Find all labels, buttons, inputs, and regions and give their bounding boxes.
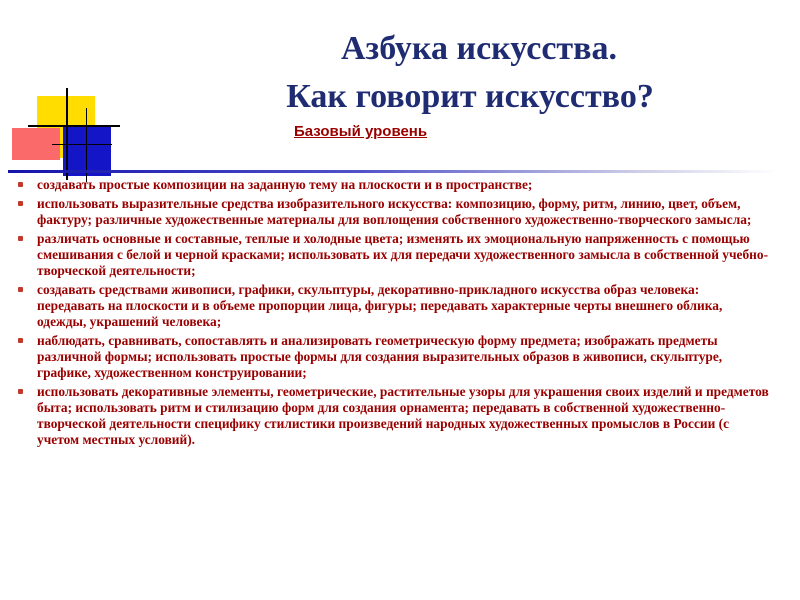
list-item-text: создавать простые композиции на заданную тему на плоскости и в пространстве; [37, 177, 533, 192]
bullet-icon [18, 182, 23, 187]
list-item [18, 231, 770, 279]
horizontal-divider [8, 170, 778, 173]
bullet-icon [18, 236, 23, 241]
list-item-text: создавать средствами живописи, графики, скульптуры, декоративно-прикладного искусства образ человека: передавать на плоскости и в объеме пропорции лица, фигуры; передавать характерные черты внешнего облика, одежды, украшений человека; [37, 282, 723, 329]
list-item-text: использовать выразительные средства изобразительного искусства: композицию, форму, ритм, линию, цвет, объем, фактуру; различные художественные материалы для воплощения собственного художественно-творческого замысла; [37, 196, 752, 227]
list-item [18, 282, 770, 330]
slide-title [200, 25, 740, 121]
list-item [18, 177, 770, 193]
list-item [18, 384, 770, 448]
list-item-text: различать основные и составные, теплые и холодные цвета; изменять их эмоциональную напряженность с помощью смешивания с белой и черной красками; использовать их для передачи художественного замысла в собственной учебно-творческой деятельности; [37, 231, 769, 278]
bullet-icon [18, 201, 23, 206]
bullet-list [18, 177, 770, 451]
bullet-icon [18, 287, 23, 292]
list-item-text: наблюдать, сравнивать, сопоставлять и анализировать геометрическую форму предмета; изображать предметы различной формы; использовать простые формы для создания выразительных образов в живописи, скульптуре, графике, художественном конструировании; [37, 333, 723, 380]
title-line-1: Азбука искусства. [341, 30, 617, 67]
horizontal-line [28, 125, 120, 127]
decorative-squares [0, 0, 120, 190]
slide-subtitle: Базовый уровень [294, 123, 428, 140]
title-line-2: Как говорит искусство? [286, 78, 654, 115]
bullet-icon [18, 338, 23, 343]
horizontal-line [52, 144, 112, 145]
blue-square [63, 126, 111, 176]
list-item [18, 333, 770, 381]
bullet-icon [18, 389, 23, 394]
list-item [18, 196, 770, 228]
list-item-text: использовать декоративные элементы, геометрические, растительные узоры для украшения своих изделий и предметов быта; использовать ритм и стилизацию форм для создания орнамента; передавать в собственной художественно-творческой деятельности специфику стилистики произведений народных художественных промыслов в России (с учетом местных условий). [37, 384, 769, 447]
vertical-line [66, 88, 68, 180]
